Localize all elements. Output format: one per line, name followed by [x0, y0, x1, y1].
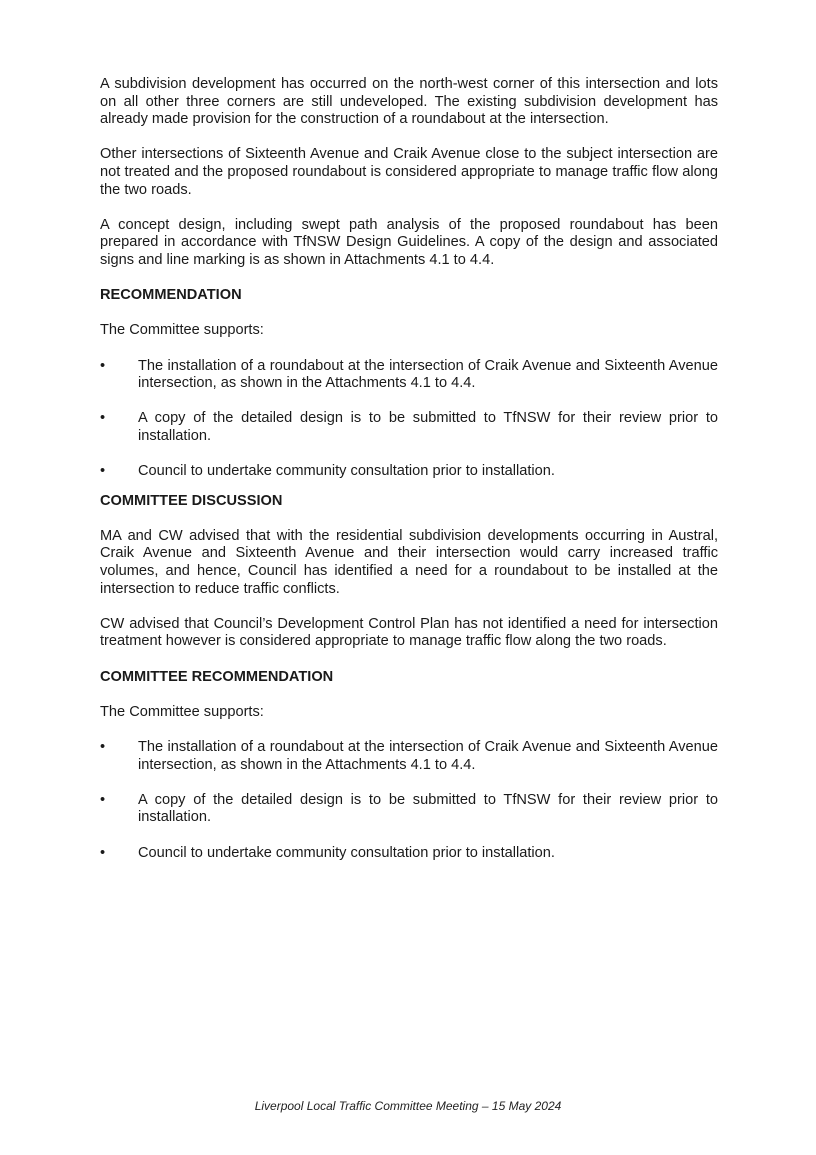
bullet-icon: •: [100, 410, 106, 427]
document-body: [100, 76, 718, 880]
paragraph-subdivision: A subdivision development has occurred on the north-west corner of this intersection and lots on all other three corners are still undeveloped. The existing subdivision development has already made provision for the construction of a roundabout at the intersection.: [100, 76, 718, 128]
bullet-icon: •: [100, 791, 106, 808]
paragraph-other-intersections: Other intersections of Sixteenth Avenue and Craik Avenue close to the subject intersection are not treated and the proposed roundabout is considered appropriate to manage traffic flow along the two roads.: [100, 146, 718, 198]
committee-recommendation-intro: The Committee supports:: [100, 703, 264, 720]
list-item: [100, 792, 718, 827]
list-item: [100, 358, 718, 393]
recommendation-intro: The Committee supports:: [100, 322, 264, 339]
list-item-text: A copy of the detailed design is to be submitted to TfNSW for their review prior to installation.: [138, 410, 718, 444]
paragraph-concept-design: A concept design, including swept path analysis of the proposed roundabout has been prepared in accordance with TfNSW Design Guidelines. A copy of the design and associated signs and line marking is as shown in Attachments 4.1 to 4.4.: [100, 216, 718, 268]
list-item-text: The installation of a roundabout at the intersection of Craik Avenue and Sixteenth Avenue intersection, as shown in the Attachments 4.1 to 4.4.: [138, 738, 718, 773]
list-item-text: Council to undertake community consultation prior to installation.: [138, 844, 555, 861]
committee-recommendation-heading: COMMITTEE RECOMMENDATION: [100, 668, 334, 685]
recommendation-heading: RECOMMENDATION: [100, 287, 242, 304]
list-item: [100, 463, 718, 481]
list-item: [100, 410, 718, 445]
bullet-icon: •: [100, 844, 106, 861]
recommendation-list: [100, 358, 718, 481]
paragraph-discussion-1: MA and CW advised that with the residential subdivision developments occurring in Austral, Craik Avenue and Sixteenth Avenue and their intersection would carry increased traffic volumes, and hence, Council has identified a need for a roundabout to be installed at the intersection to reduce traffic conflicts.: [100, 527, 718, 597]
paragraph-discussion-2: CW advised that Council’s Development Control Plan has not identified a need for intersection treatment however is considered appropriate to manage traffic flow along the two roads.: [100, 615, 718, 650]
bullet-icon: •: [100, 738, 106, 755]
bullet-icon: •: [100, 463, 106, 480]
list-item-text: A copy of the detailed design is to be submitted to TfNSW for their review prior to installation.: [138, 791, 718, 826]
committee-recommendation-list: [100, 739, 718, 862]
list-item: [100, 739, 718, 774]
bullet-icon: •: [100, 357, 106, 374]
list-item-text: The installation of a roundabout at the intersection of Craik Avenue and Sixteenth Avenue intersection, as shown in the Attachments 4.1 to 4.4.: [138, 357, 718, 392]
list-item: [100, 845, 718, 863]
discussion-heading: COMMITTEE DISCUSSION: [100, 492, 283, 509]
page-footer: Liverpool Local Traffic Committee Meeting – 15 May 2024: [254, 1099, 562, 1113]
list-item-text: Council to undertake community consultation prior to installation.: [138, 463, 555, 480]
